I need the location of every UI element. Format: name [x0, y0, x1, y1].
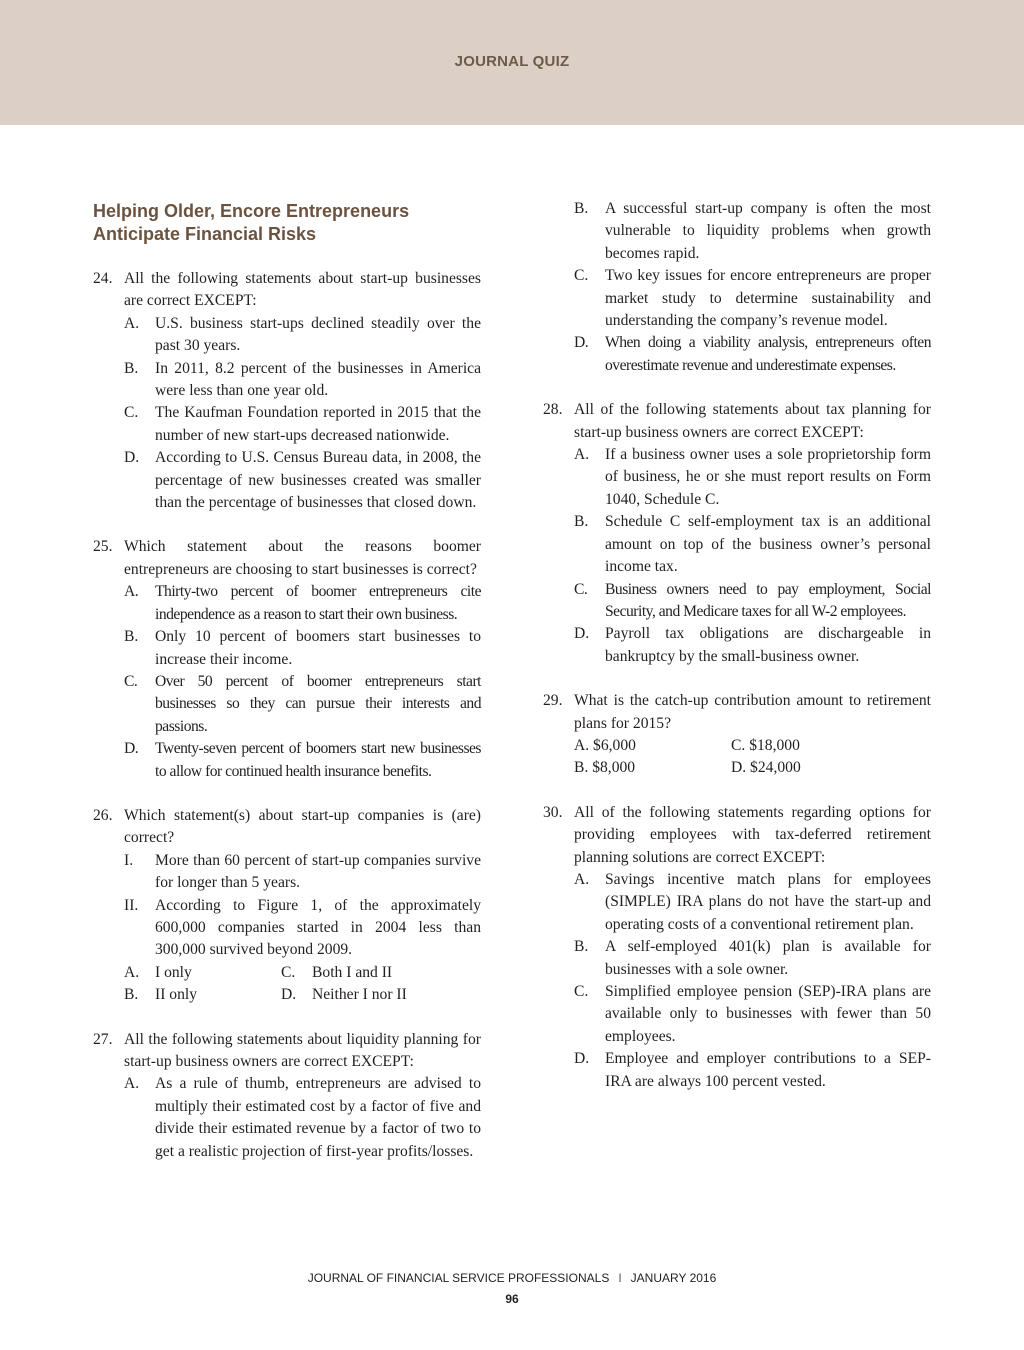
page-footer	[0, 1271, 1024, 1285]
answer-option: C. Business owners need to pay employment, Social Security, and Medicare taxes for all W-2 employees.	[574, 580, 931, 620]
question-text: All the following statements about liquidity planning for start-up business owners are correct EXCEPT:	[124, 1030, 481, 1070]
answer-option: A. U.S. business start-ups declined steadily over the past 30 years.	[124, 314, 481, 355]
answer-option: A. Savings incentive match plans for employees (SIMPLE) IRA plans do not have the start-up and operating costs of a conventional retirement plan.	[574, 870, 931, 933]
answer-option: B. II only	[124, 986, 198, 1004]
question-29	[543, 690, 931, 780]
answer-option: D. $24,000	[731, 759, 801, 777]
question-25	[93, 536, 481, 782]
statement-item: I. More than 60 percent of start-up companies survive for longer than 5 years.	[124, 851, 481, 892]
answer-option: B. $8,000	[574, 759, 636, 777]
question-text: What is the catch-up contribution amount to retirement plans for 2015?	[574, 692, 931, 732]
question-number: 26.	[93, 806, 113, 824]
question-28	[543, 399, 931, 668]
question-text: Which statement(s) about start-up companies is (are) correct?	[124, 806, 481, 847]
question-number: 24.	[93, 270, 113, 287]
answer-option: A. As a rule of thumb, entrepreneurs are advised to multiply their estimated cost by a factor of five and divide their estimated revenue by a factor of two to get a realistic projection of first-year profits/losses.	[124, 1075, 481, 1160]
answer-option: D. Employee and employer contributions to a SEP-IRA are always 100 percent vested.	[574, 1050, 931, 1090]
answer-option: A. I only	[124, 963, 192, 981]
question-number: 29.	[543, 692, 563, 710]
journal-name: JOURNAL OF FINANCIAL SERVICE PROFESSIONALS	[307, 1271, 610, 1285]
answer-option: D. Neither I nor II	[281, 986, 407, 1004]
answer-option: C. Two key issues for encore entrepreneurs are proper market study to determine sustainability and understanding the company’s revenue model.	[574, 267, 931, 330]
answer-option: B. Schedule C self-employment tax is an additional amount on top of the business owner’s personal income tax.	[574, 513, 931, 576]
section-label: JOURNAL QUIZ	[454, 53, 570, 70]
answer-option: C. Both I and II	[281, 963, 393, 981]
answer-option: C. $18,000	[731, 736, 800, 754]
answer-option: A. If a business owner uses a sole proprietorship form of business, he or she must report results on Form 1040, Schedule C.	[574, 446, 931, 508]
answer-option: C. Simplified employee pension (SEP)-IRA plans are available only to businesses with fewer than 50 employees.	[574, 983, 931, 1045]
issue-date: JANUARY 2016	[630, 1271, 717, 1285]
answer-option: D. Twenty-seven percent of boomers start new businesses to allow for continued health insurance benefits.	[124, 740, 481, 780]
question-text: Which statement about the reasons boomer entrepreneurs are choosing to start businesses is correct?	[124, 538, 481, 578]
question-27	[93, 1029, 481, 1163]
answer-option: B. A successful start-up company is often the most vulnerable to liquidity problems when growth becomes rapid.	[574, 200, 931, 262]
article-title: Helping Older, Encore Entrepreneurs Anticipate Financial Risks	[93, 201, 410, 244]
question-text: All of the following statements regarding options for providing employees with tax-deferred retirement planning solutions are correct EXCEPT:	[574, 803, 931, 866]
answer-option: B. Only 10 percent of boomers start businesses to increase their income.	[124, 628, 481, 668]
answer-option: C. The Kaufman Foundation reported in 2015 that the number of new start-ups decreased nationwide.	[124, 404, 481, 444]
question-24	[93, 268, 481, 514]
question-number: 28.	[543, 401, 563, 419]
footer-separator: I	[618, 1271, 622, 1285]
answer-option: D. According to U.S. Census Bureau data, in 2008, the percentage of new businesses created was smaller than the percentage of businesses that closed down.	[124, 449, 481, 512]
answer-option: A. Thirty-two percent of boomer entrepreneurs cite independence as a reason to start their own business.	[124, 583, 481, 623]
question-text: All of the following statements about tax planning for start-up business owners are correct EXCEPT:	[574, 401, 931, 441]
left-column	[93, 200, 481, 1185]
question-number: 25.	[93, 538, 113, 556]
question-27-continued	[543, 198, 931, 377]
right-column	[543, 198, 931, 1115]
answer-option: C. Over 50 percent of boomer entrepreneurs start businesses so they can pursue their interests and passions.	[124, 672, 481, 735]
question-number: 27.	[93, 1030, 113, 1048]
answer-option: D. Payroll tax obligations are dischargeable in bankruptcy by the small-business owner.	[574, 625, 931, 665]
question-text: All the following statements about start-up businesses are correct EXCEPT:	[124, 270, 481, 310]
answer-option: B. In 2011, 8.2 percent of the businesses in America were less than one year old.	[124, 359, 481, 400]
statement-item: II. According to Figure 1, of the approximately 600,000 companies started in 2004 less than 300,000 survived beyond 2009.	[124, 896, 481, 959]
page-number: 96	[505, 1292, 519, 1306]
answer-option: B. A self-employed 401(k) plan is available for businesses with a sole owner.	[574, 938, 931, 978]
question-30	[543, 802, 931, 1093]
answer-option: A. $6,000	[574, 736, 636, 754]
question-26	[93, 805, 481, 1007]
answer-option: D. When doing a viability analysis, entrepreneurs often overestimate revenue and underestimate expenses.	[574, 334, 931, 374]
question-number: 30.	[543, 803, 563, 821]
